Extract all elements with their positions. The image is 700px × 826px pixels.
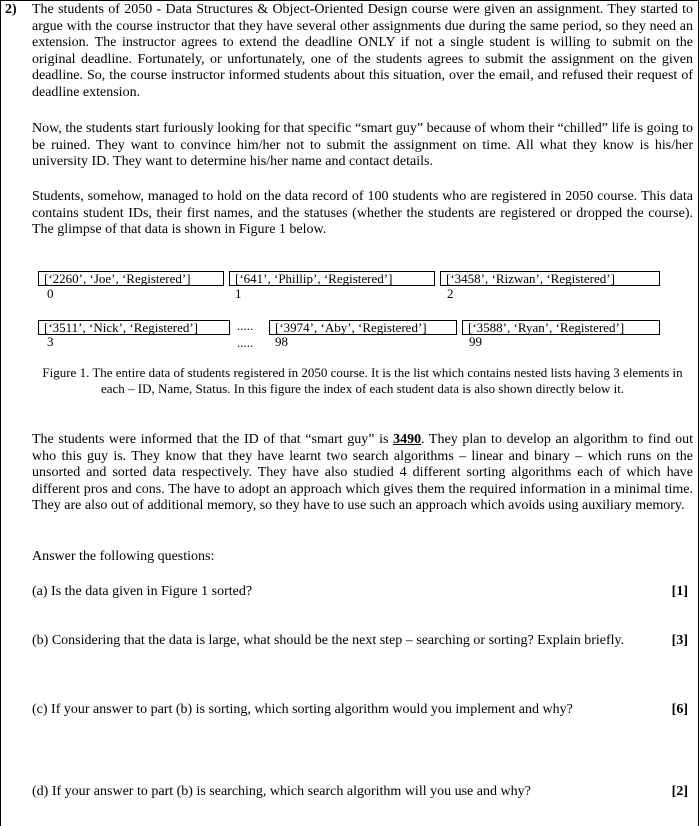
part-c-marks: [6]: [671, 702, 688, 717]
part-a-text: (a) Is the data given in Figure 1 sorted?: [32, 584, 253, 599]
record-box-1: [‘641’, ‘Phillip’, ‘Registered’]: [229, 271, 435, 286]
record-index-2: 2: [447, 286, 454, 301]
record-index-3: 3: [47, 334, 54, 349]
part-d-text: (d) If your answer to part (b) is searching, which search algorithm will you use and why?: [32, 784, 531, 799]
question-number: 2): [5, 2, 17, 17]
record-index-98: 98: [275, 334, 288, 349]
record-box-3: [‘3511’, ‘Nick’, ‘Registered’]: [38, 320, 230, 335]
record-box-2: [‘3458’, ‘Rizwan’, ‘Registered’]: [440, 271, 660, 286]
record-index-0: 0: [47, 286, 54, 301]
paragraph-data-record: Students, somehow, managed to hold on the data record of 100 students who are registered in 2050 course. This data contains student IDs, their first names, and the statuses (whether the students are registered or dropped the course). The glimpse of that data is shown in Figure 1 below.: [32, 189, 693, 237]
record-box-99: [‘3588’, ‘Ryan’, ‘Registered’]: [462, 320, 660, 335]
record-box-0: [‘2260’, ‘Joe’, ‘Registered’]: [38, 271, 224, 286]
paragraph-algorithm: [32, 432, 693, 515]
record-index-99: 99: [469, 334, 482, 349]
instruction-text: Answer the following questions:: [32, 549, 215, 564]
paragraph-intro: The students of 2050 - Data Structures & Object-Oriented Design course were given an assignment. They started to argue with the course instructor that they have several other assignments due during the same period, so they need an extension. The instructor agrees to extend the deadline ONLY if not a single student is willing to submit on the original deadline. Fortunately, or unfortunately, one of the students agrees to submit the assignment on the given deadline. So, the course instructor informed students about this situation, over the email, and refused their request of deadline extension.: [32, 2, 693, 100]
part-a-marks: [1]: [671, 584, 688, 599]
part-b-marks: [3]: [671, 633, 688, 648]
ellipsis-bottom: .....: [237, 335, 254, 350]
ellipsis-top: .....: [237, 318, 254, 333]
paragraph-algorithm-start: The students were informed that the ID of that “smart guy” is: [32, 432, 394, 447]
paragraph-algorithm-end: . They plan to develop an algorithm to find out who this guy is. They know that they have learnt two search algorithms – linear and binary – which runs on the unsorted and sorted data respectively. They have also studied 4 different sorting algorithms each of which have different pros and cons. The have to adopt an approach which gives them the required information in a minimal time. They are also out of additional memory, so they have to use such an approach which avoids using auxiliary memory.: [32, 432, 693, 513]
part-b-text: (b) Considering that the data is large, what should be the next step – searching or sorting? Explain briefly.: [32, 633, 625, 648]
smart-guy-id: 3490: [393, 432, 422, 447]
record-box-98: [‘3974’, ‘Aby’, ‘Registered’]: [269, 320, 457, 335]
paragraph-smart-guy: Now, the students start furiously looking for that specific “smart guy” because of whom their “chilled” life is going to be ruined. They want to convince him/her not to submit the assignment on time. All what they know is his/her university ID. They want to determine his/her name and contact details.: [32, 121, 693, 169]
figure-caption: Figure 1. The entire data of students registered in 2050 course. It is the list which contains nested lists having 3 elements in each – ID, Name, Status. In this figure the index of each student data is also shown directly below it.: [42, 365, 683, 396]
record-index-1: 1: [235, 286, 242, 301]
part-d-marks: [2]: [671, 784, 688, 799]
part-c-text: (c) If your answer to part (b) is sorting, which sorting algorithm would you implement and why?: [32, 702, 573, 717]
